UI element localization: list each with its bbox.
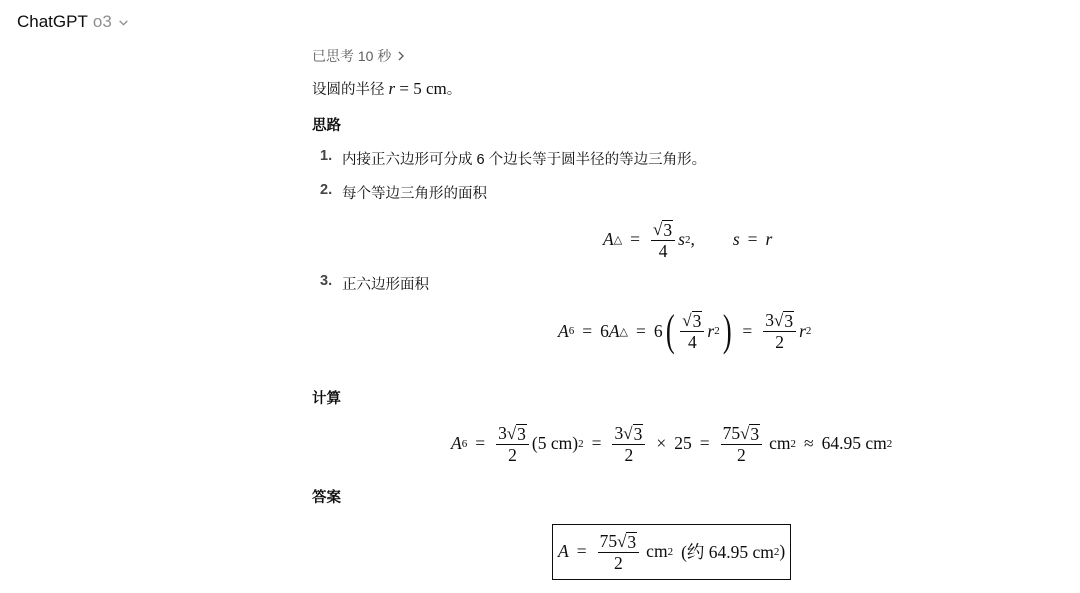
section-heading-approach: 思路 <box>312 118 341 134</box>
list-item <box>320 182 487 203</box>
eq3-approx: ≈ <box>804 433 814 454</box>
eq3-result: 64.95 cm <box>821 433 887 454</box>
intro-unit: cm <box>426 79 447 98</box>
eq2-coef: 6 <box>653 320 663 341</box>
eq2-denominator-2: 2 <box>775 331 785 352</box>
eq2-mid: A <box>608 320 620 341</box>
eq4-radicand: 3 <box>627 532 637 553</box>
intro-line <box>312 78 461 99</box>
intro-eq: = <box>399 79 409 98</box>
eq2-lhs-sub: 6 <box>568 325 575 337</box>
equation-hexagon-area: A 6 = 6 A △ = 6 ( √ 3 4 r 2 ) = 3 √ 3 2 r 2 <box>558 306 812 355</box>
eq2-left-paren: ( <box>665 306 675 355</box>
thought-toggle[interactable] <box>312 46 405 66</box>
eq3-fraction-2: 3 √ 3 2 <box>612 423 645 465</box>
eq2-num-radicand: 3 <box>784 311 794 332</box>
list-number: 1. <box>320 148 333 164</box>
intro-var: r <box>388 79 396 98</box>
eq4-sup: 2 <box>667 545 674 558</box>
eq4-unit: cm <box>646 541 668 562</box>
eq1-fraction: √ 3 4 <box>651 219 675 261</box>
eq1-equals: = <box>630 229 641 250</box>
eq1-cond-left: s <box>732 229 740 250</box>
eq1-comma: , <box>690 229 695 250</box>
eq2-fraction: √ 3 4 <box>680 310 704 352</box>
eq3-radicand: 3 <box>517 424 526 445</box>
intro-suffix: 。 <box>446 82 462 98</box>
eq3-num-coef: 3 <box>498 423 507 443</box>
eq3-fraction-3: 75 √ 3 2 <box>721 423 763 465</box>
eq2-radicand: 3 <box>692 311 702 332</box>
eq3-fraction-1: 3 √ 3 2 <box>496 423 529 465</box>
eq2-mid-sub: △ <box>619 325 628 338</box>
eq1-radicand: 3 <box>663 220 673 241</box>
model-name: o3 <box>92 12 112 31</box>
equation-triangle-area: A △ = √ 3 4 s 2 , s = r <box>603 220 773 261</box>
answer-box: A = 75 √ 3 2 cm 2 (约 64.95 cm 2 ) <box>552 524 791 580</box>
equation-calculation: A 6 = 3 √ 3 2 (5 cm) 2 = 3 √ 3 2 × 25 = 75 √ 3 2 cm 2 ≈ 64.95 cm 2 <box>451 423 893 465</box>
thought-label: 已思考 10 秒 <box>312 48 392 64</box>
eq4-denominator: 2 <box>614 552 623 573</box>
eq4-fraction: 75 √ 3 2 <box>598 531 640 573</box>
eq3-paren: (5 cm) <box>531 433 579 454</box>
list-text: 内接正六边形可分成 6 个边长等于圆半径的等边三角形。 <box>342 152 707 168</box>
chevron-down-icon <box>118 17 129 28</box>
list-text: 每个等边三角形的面积 <box>342 186 487 202</box>
eq2-var: r <box>707 320 715 341</box>
eq2-six: 6 <box>600 320 609 341</box>
list-item <box>320 148 706 169</box>
eq4-note-open: (约 64.95 cm <box>681 542 774 563</box>
eq4-note-close: ) <box>779 541 786 562</box>
chevron-right-icon <box>397 51 405 61</box>
section-heading-calc: 计算 <box>312 391 341 407</box>
eq2-fraction-2: 3 √ 3 2 <box>763 310 796 352</box>
eq3-sup: 2 <box>578 437 584 450</box>
model-selector[interactable] <box>17 12 129 32</box>
section-heading-answer: 答案 <box>312 490 341 506</box>
list-number: 3. <box>320 273 333 289</box>
eq3-num75: 75 <box>722 423 741 443</box>
list-text: 正六边形面积 <box>342 277 429 293</box>
eq4-num75: 75 <box>599 531 618 551</box>
intro-text: 设圆的半径 <box>312 82 389 98</box>
eq1-var: s <box>678 229 685 250</box>
eq3-lhs-sub: 6 <box>461 437 468 450</box>
eq3-times: × <box>656 433 667 454</box>
eq4-lhs: A <box>558 541 569 562</box>
eq2-num-coef: 3 <box>765 310 774 331</box>
eq3-unit: cm <box>769 433 791 454</box>
eq1-lhs-sub: △ <box>613 234 623 247</box>
list-item <box>320 273 429 294</box>
eq1-denominator: 4 <box>658 240 668 261</box>
eq3-lhs: A <box>451 433 462 454</box>
eq3-denominator: 2 <box>508 444 517 465</box>
eq1-cond-right: r <box>765 229 773 250</box>
intro-value: 5 <box>413 79 422 98</box>
eq2-right-paren: ) <box>722 306 732 355</box>
eq3-twentyfive: 25 <box>674 433 692 454</box>
eq1-lhs: A <box>603 229 614 250</box>
eq2-sup: 2 <box>714 325 720 337</box>
eq1-sup: 2 <box>684 233 691 246</box>
list-number: 2. <box>320 182 333 198</box>
eq2-lhs: A <box>558 320 569 341</box>
app-title: ChatGPT <box>17 12 88 31</box>
eq2-denominator: 4 <box>687 331 697 352</box>
